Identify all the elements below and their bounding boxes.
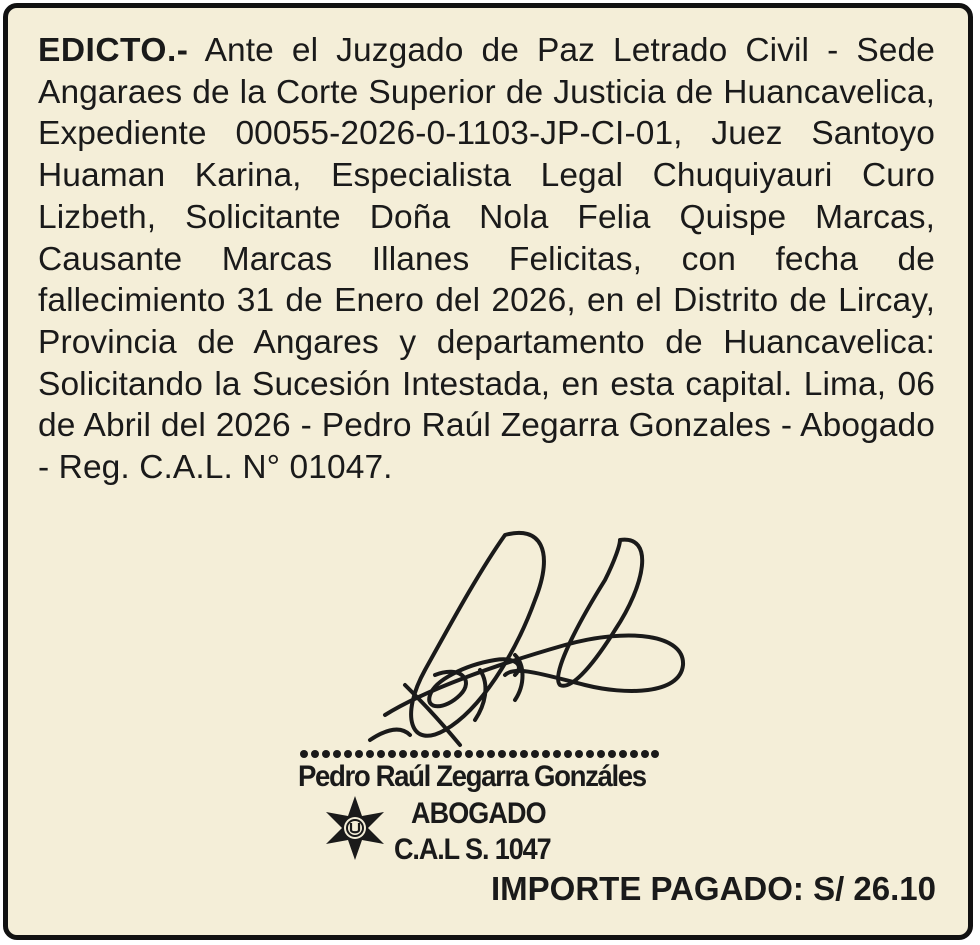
- stamp-registration: C.A.L S. 1047: [394, 833, 551, 866]
- notice-body: Ante el Juzgado de Paz Letrado Civil - Sede Angaraes de la Corte Superior de Justicia de Huancavelica, Expediente 00055-2026-0-1103-JP-CI-01, Juez Santoyo Huaman Karina, Especialista Legal Chuquiyauri Curo Lizbeth, Solicitante Doña Nola Felia Quispe Marcas, Causante Marcas Illanes Felicitas, con fecha de fallecimiento 31 de Enero del 2026, en el Distrito de Lircay, Provincia de Angares y departamento de Huancavelica: Solicitando la Sucesión Intestada, en esta capital. Lima, 06 de Abril del 2026 - Pedro Raúl Zegarra Gonzales - Abogado - Reg. C.A.L. N° 01047.: [38, 32, 935, 487]
- amount-paid: IMPORTE PAGADO: S/ 26.10: [491, 870, 936, 907]
- stamp-title: ABOGADO: [411, 797, 546, 830]
- bar-association-seal-icon: [322, 796, 388, 860]
- notice-heading: EDICTO.-: [38, 32, 189, 69]
- stamp-lawyer-name: Pedro Raúl Zegarra Gonzáles: [298, 760, 646, 793]
- handwritten-signature: [365, 525, 695, 765]
- notice-text: [38, 30, 935, 489]
- stamp-dotted-line: [298, 747, 660, 761]
